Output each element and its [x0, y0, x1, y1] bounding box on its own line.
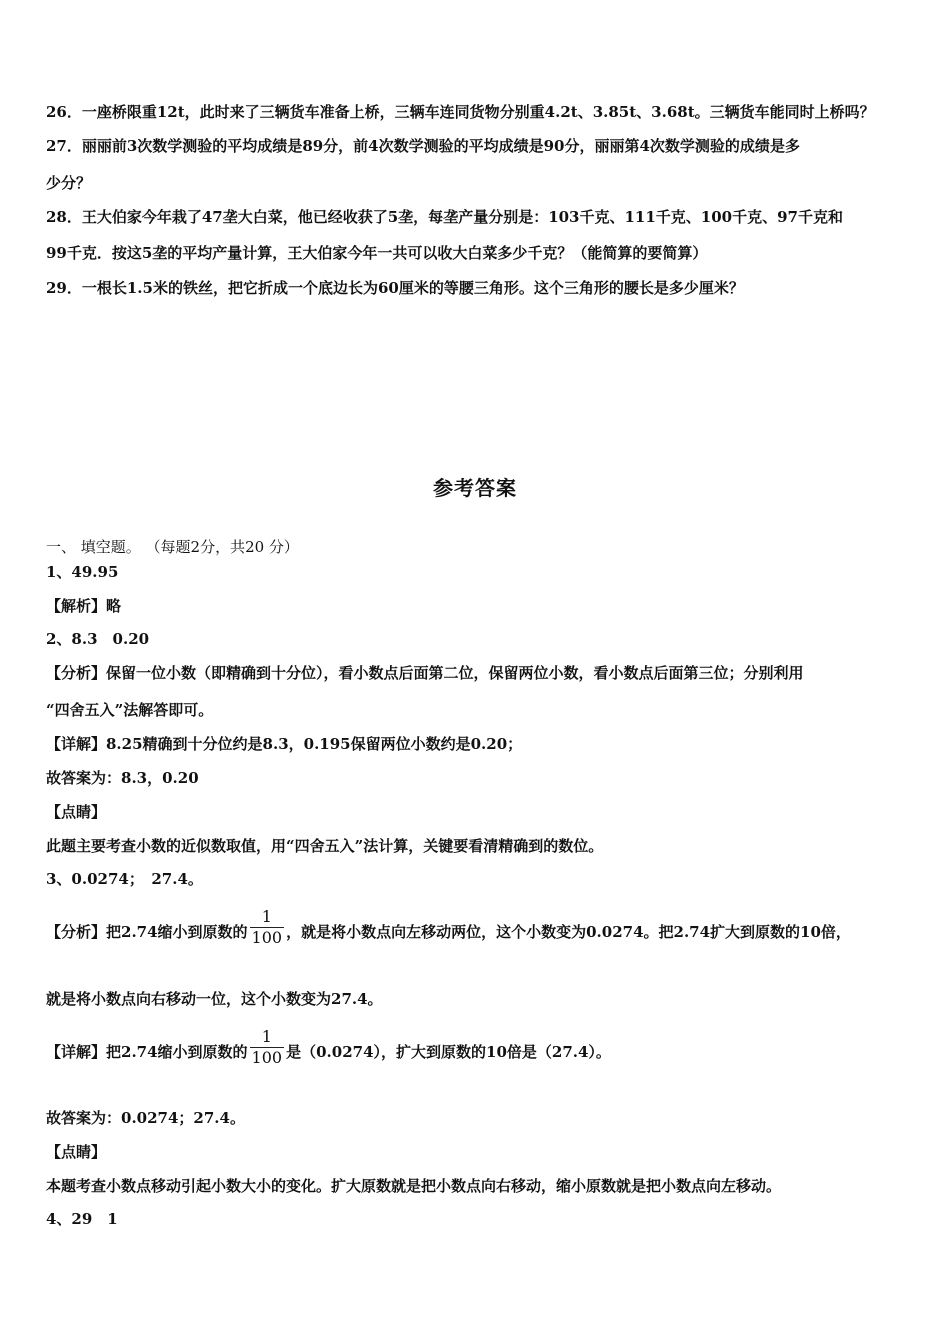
answer-2-detail: 【详解】8.25精确到十分位约是8.3，0.195保留两位小数约是0.20；	[46, 735, 523, 753]
answer-3-comment: 本题考查小数点移动引起小数大小的变化。扩大原数就是把小数点向右移动，缩小原数就是把小数点向左移动。	[46, 1177, 782, 1195]
question-27-cont: 少分？	[46, 174, 92, 192]
answer-2: 2、8.3 0.20	[46, 630, 150, 648]
fraction-denominator-2: 100	[251, 1047, 283, 1067]
question-29: 29．一根长1.5米的铁丝，把它折成一个底边长为60厘米的等腰三角形。这个三角形的腰长是多少厘米？	[46, 279, 744, 297]
fraction-denominator: 100	[251, 927, 283, 947]
fraction-numerator: 1	[261, 906, 272, 926]
answer-3-comment-label: 【点睛】	[46, 1143, 107, 1161]
answer-1-analysis: 【解析】略	[46, 597, 122, 615]
answer-2-analysis: 【分析】保留一位小数（即精确到十分位），看小数点后面第二位，保留两位小数，看小数点后面第三位；分别利用	[46, 664, 804, 682]
question-27: 27．丽丽前3次数学测验的平均成绩是89分，前4次数学测验的平均成绩是90分，丽丽第4次数学测验的成绩是多	[46, 137, 800, 155]
question-28: 28．王大伯家今年栽了47垄大白菜，他已经收获了5垄，每垄产量分别是：103千克、111千克、100千克、97千克和	[46, 208, 843, 226]
answer-title: 参考答案	[433, 476, 517, 500]
answer-2-conclusion: 故答案为：8.3，0.20	[46, 769, 199, 787]
question-26: 26．一座桥限重12t，此时来了三辆货车准备上桥，三辆车连同货物分别重4.2t、3.85t、3.68t。三辆货车能同时上桥吗？	[46, 103, 875, 121]
answer-2-analysis-cont: “四舍五入”法解答即可。	[46, 701, 214, 719]
question-28-cont: 99千克．按这5垄的平均产量计算，王大伯家今年一共可以收大白菜多少千克？（能简算的要简算）	[46, 244, 708, 262]
fraction-one-hundredth-2	[250, 1027, 285, 1068]
section-header: 一、 填空题。 （每题2分，共20 分）	[46, 538, 299, 556]
answer-4: 4、29 1	[46, 1210, 118, 1228]
answer-2-comment: 此题主要考查小数的近似数取值，用“四舍五入”法计算，关键要看清精确到的数位。	[46, 837, 604, 855]
answer-3: 3、0.0274； 27.4。	[46, 870, 203, 888]
answer-3-analysis-post: ，就是将小数点向左移动两位，这个小数变为0.0274。把2.74扩大到原数的10倍，	[286, 923, 851, 941]
answer-3-detail-pre: 【详解】把2.74缩小到原数的	[46, 1043, 248, 1061]
answer-3-analysis-pre: 【分析】把2.74缩小到原数的	[46, 923, 248, 941]
answer-1: 1、49.95	[46, 563, 119, 581]
fraction-numerator-2: 1	[261, 1026, 272, 1046]
answer-3-detail	[46, 1026, 910, 1074]
fraction-one-hundredth	[250, 907, 285, 948]
answer-2-comment-label: 【点睛】	[46, 803, 107, 821]
answer-3-detail-post: 是（0.0274），扩大到原数的10倍是（27.4）。	[286, 1043, 611, 1061]
answer-3-analysis	[46, 906, 910, 954]
answer-3-conclusion: 故答案为：0.0274；27.4。	[46, 1109, 245, 1127]
answer-3-analysis-cont: 就是将小数点向右移动一位，这个小数变为27.4。	[46, 990, 383, 1008]
